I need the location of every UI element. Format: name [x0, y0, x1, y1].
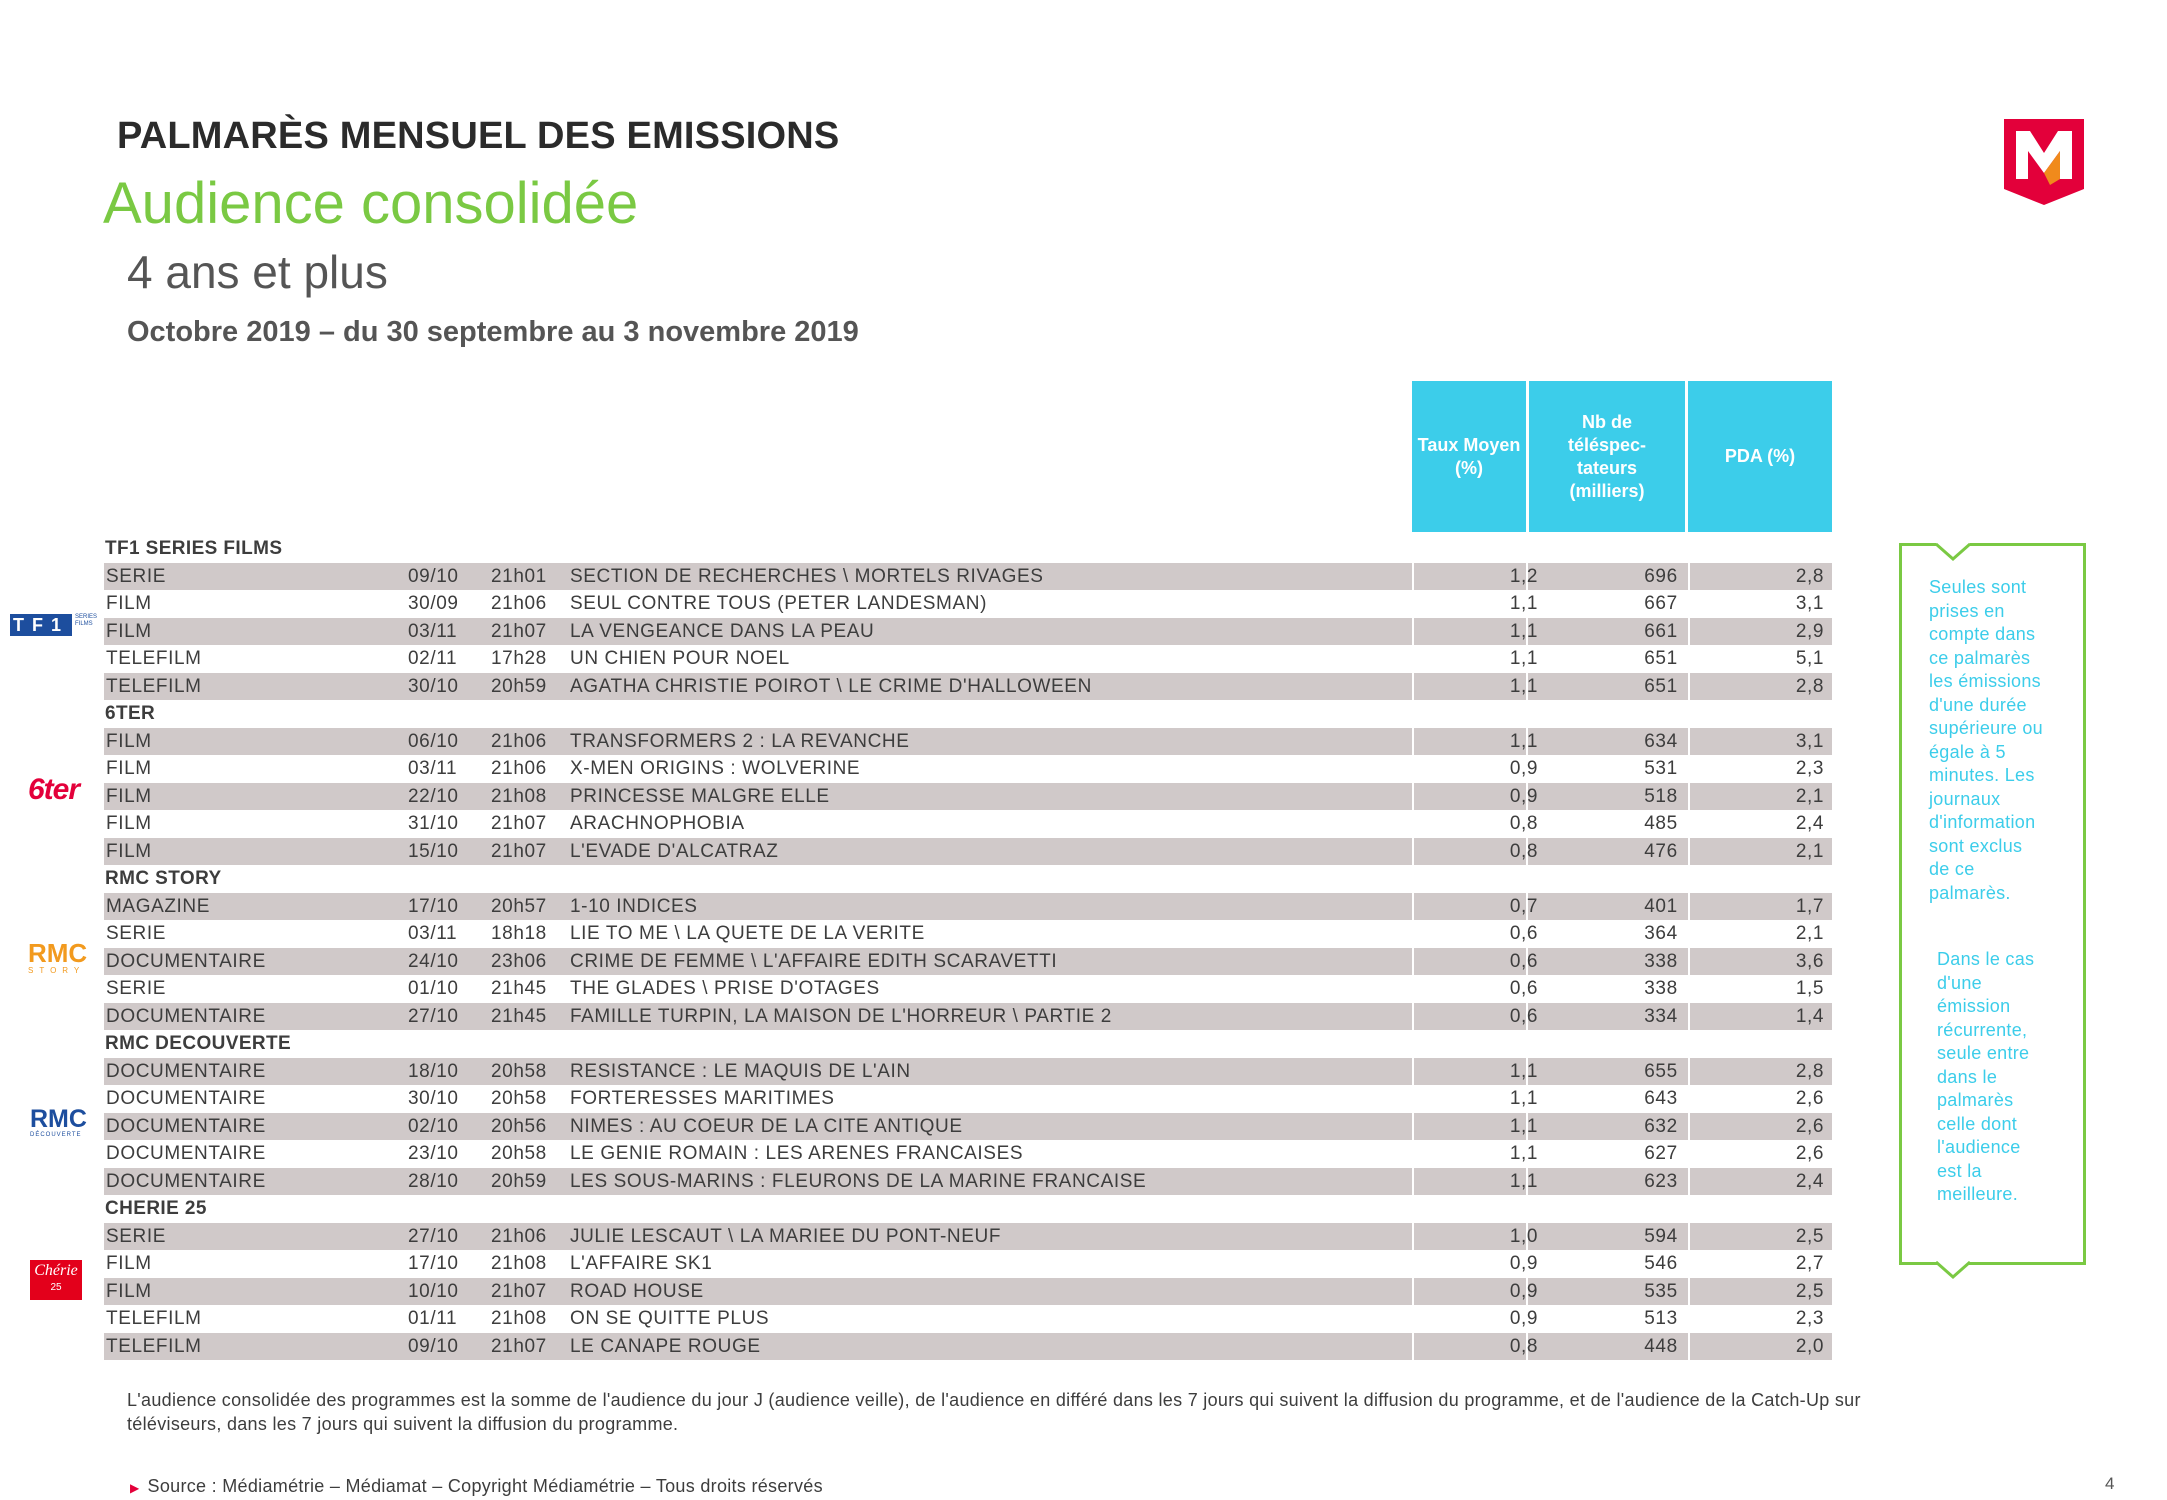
cell-nb: 334	[1644, 1005, 1678, 1027]
cell-taux: 0,8	[1509, 813, 1539, 834]
cell-nb: 535	[1644, 1280, 1678, 1302]
cell-type: DOCUMENTAIRE	[106, 1088, 266, 1109]
cell-title: THE GLADES \ PRISE D'OTAGES	[570, 978, 880, 999]
cell-taux: 1,0	[1509, 1225, 1539, 1247]
cell-taux: 0,9	[1509, 785, 1539, 807]
cell-nb: 651	[1644, 648, 1678, 669]
column-header-pda	[1688, 381, 1832, 532]
side-note-line: prises en	[1929, 600, 2005, 621]
cell-date: 03/11	[408, 923, 458, 944]
cell-time: 17h28	[491, 648, 547, 669]
cell-title: FORTERESSES MARITIMES	[570, 1088, 835, 1109]
side-note-line: égale à 5	[1929, 741, 2006, 762]
side-note-line: meilleure.	[1937, 1184, 2019, 1204]
column-separator	[1412, 1058, 1414, 1085]
cell-type: TELEFILM	[106, 648, 202, 669]
cell-time: 21h08	[491, 1308, 547, 1329]
cell-title: CRIME DE FEMME \ L'AFFAIRE EDITH SCARAVETTI	[570, 950, 1058, 972]
cell-time: 21h07	[491, 840, 547, 862]
cell-time: 21h07	[491, 620, 547, 642]
cell-taux: 1,1	[1509, 593, 1539, 614]
table-row	[104, 563, 1832, 590]
table-row	[104, 1333, 1832, 1360]
cell-date: 09/10	[408, 565, 459, 587]
side-note-line: supérieure ou	[1929, 718, 2043, 738]
column-separator	[1412, 1140, 1414, 1167]
cell-time: 20h58	[491, 1088, 547, 1109]
rmc-story-logo-icon	[28, 940, 90, 975]
cell-time: 20h56	[491, 1115, 547, 1137]
cell-pda: 2,6	[1795, 1143, 1825, 1164]
cell-type: FILM	[106, 1280, 152, 1302]
cell-date: 02/11	[408, 648, 458, 669]
column-separator	[1412, 810, 1414, 837]
channel-header: RMC DECOUVERTE	[105, 1033, 292, 1054]
cell-title: L'EVADE D'ALCATRAZ	[570, 840, 779, 862]
cell-nb: 651	[1644, 675, 1678, 697]
side-note-line: de ce	[1929, 859, 1975, 879]
tf1-series-films-logo-icon	[10, 612, 102, 640]
cell-time: 21h06	[491, 730, 547, 752]
cell-taux: 0,6	[1509, 978, 1539, 999]
cherie-25-logo-text: Chérie	[34, 1262, 78, 1279]
cell-type: FILM	[106, 730, 152, 752]
cell-pda: 2,4	[1795, 1170, 1825, 1192]
cell-nb: 364	[1644, 923, 1678, 944]
column-separator	[1412, 783, 1414, 810]
cell-nb: 518	[1644, 785, 1678, 807]
cell-pda: 1,5	[1795, 978, 1825, 999]
cell-type: TELEFILM	[106, 1308, 202, 1329]
channel-header: 6TER	[105, 703, 156, 724]
table-row	[104, 1140, 1832, 1167]
column-header-nb-line: (milliers)	[1569, 480, 1645, 501]
cell-taux: 1,1	[1509, 648, 1539, 669]
cell-type: SERIE	[106, 978, 167, 999]
cell-date: 18/10	[408, 1060, 459, 1082]
cell-time: 21h08	[491, 1253, 547, 1274]
cell-date: 01/10	[408, 978, 459, 999]
cell-date: 27/10	[408, 1005, 459, 1027]
cell-time: 21h07	[491, 813, 547, 834]
cell-taux: 1,1	[1509, 730, 1539, 752]
table-row	[104, 1113, 1832, 1140]
column-header-nb-label	[1568, 411, 1646, 503]
page-subtitle: Audience consolidée	[103, 171, 639, 236]
cell-taux: 1,1	[1509, 620, 1539, 642]
cell-type: DOCUMENTAIRE	[106, 1143, 266, 1164]
column-header-pda-label: PDA (%)	[1724, 446, 1796, 466]
channel-header: RMC STORY	[105, 868, 222, 889]
cell-title: JULIE LESCAUT \ LA MARIEE DU PONT-NEUF	[570, 1225, 1002, 1247]
side-note-line: Seules sont	[1929, 577, 2027, 597]
cell-time: 20h59	[491, 675, 547, 697]
side-note-line: d'information	[1929, 812, 2036, 832]
cell-taux: 0,6	[1509, 950, 1539, 972]
cell-pda: 2,1	[1795, 840, 1825, 862]
cell-pda: 2,6	[1795, 1088, 1825, 1109]
side-note-text-1	[1929, 576, 2043, 905]
cell-time: 20h57	[491, 895, 547, 917]
column-separator	[1412, 975, 1414, 1002]
column-header-nb-line: téléspec-	[1567, 434, 1647, 455]
cell-date: 15/10	[408, 840, 459, 862]
cell-title: FAMILLE TURPIN, LA MAISON DE L'HORREUR \ PARTIE 2	[570, 1005, 1112, 1027]
table-row	[104, 1168, 1832, 1195]
table-row	[104, 728, 1832, 755]
side-note-line: sont exclus	[1929, 835, 2023, 856]
cell-title: SECTION DE RECHERCHES \ MORTELS RIVAGES	[570, 565, 1044, 587]
cell-pda: 2,5	[1795, 1225, 1825, 1247]
cell-pda: 2,3	[1795, 758, 1825, 779]
cell-type: FILM	[106, 840, 152, 862]
cell-type: SERIE	[106, 923, 167, 944]
cell-taux: 0,8	[1509, 840, 1539, 862]
cell-nb: 623	[1644, 1170, 1678, 1192]
cell-time: 23h06	[491, 950, 547, 972]
cell-date: 09/10	[408, 1335, 459, 1357]
side-note-text-2	[1937, 948, 2034, 1207]
column-separator	[1412, 1278, 1414, 1305]
rmc-story-logo-subtext: STORY	[28, 966, 86, 975]
cell-title: L'AFFAIRE SK1	[570, 1253, 713, 1274]
source-line	[130, 1476, 823, 1497]
column-header-nb	[1529, 381, 1685, 532]
side-note-line: récurrente,	[1937, 1019, 2028, 1040]
cell-title: TRANSFORMERS 2 : LA REVANCHE	[570, 730, 910, 752]
side-note-line: celle dont	[1937, 1113, 2018, 1134]
column-header-nb-line: tateurs	[1576, 457, 1637, 478]
column-separator	[1412, 618, 1414, 645]
side-note-line: dans le	[1937, 1066, 1998, 1087]
column-separator	[1412, 1305, 1414, 1332]
cell-taux: 1,1	[1509, 1088, 1539, 1109]
channel-header: TF1 SERIES FILMS	[105, 538, 283, 559]
cell-pda: 3,6	[1795, 950, 1825, 972]
cell-taux: 1,1	[1509, 1170, 1539, 1192]
side-note-line: journaux	[1929, 788, 2001, 809]
side-note-line: d'une durée	[1929, 694, 2027, 715]
cell-pda: 5,1	[1795, 648, 1825, 669]
cell-date: 03/11	[408, 758, 458, 779]
cell-type: FILM	[106, 758, 152, 779]
cell-time: 21h06	[491, 1225, 547, 1247]
column-separator	[1412, 755, 1414, 782]
cell-pda: 2,6	[1795, 1115, 1825, 1137]
cell-pda: 3,1	[1795, 730, 1825, 752]
side-note-notch-bottom-icon	[1936, 1261, 1970, 1279]
rmc-decouverte-logo-text: RMC	[30, 1105, 87, 1133]
cell-type: SERIE	[106, 1225, 167, 1247]
cell-type: DOCUMENTAIRE	[106, 1170, 266, 1192]
cell-type: DOCUMENTAIRE	[106, 1005, 266, 1027]
cell-time: 20h59	[491, 1170, 547, 1192]
cell-taux: 0,9	[1509, 1308, 1539, 1329]
table-row	[104, 1003, 1832, 1030]
cell-nb: 667	[1644, 593, 1678, 614]
cell-pda: 2,8	[1795, 565, 1825, 587]
table-row	[104, 838, 1832, 865]
column-separator	[1412, 1085, 1414, 1112]
cell-nb: 655	[1644, 1060, 1678, 1082]
cell-title: NIMES : AU COEUR DE LA CITE ANTIQUE	[570, 1115, 963, 1137]
side-note-line: palmarès.	[1929, 882, 2011, 903]
cell-nb: 401	[1644, 895, 1678, 917]
cell-nb: 338	[1644, 978, 1678, 999]
table-row	[104, 1250, 1832, 1277]
cell-title: 1-10 INDICES	[570, 895, 698, 917]
cell-date: 30/09	[408, 593, 459, 614]
cell-nb: 546	[1644, 1253, 1678, 1274]
cell-taux: 0,8	[1509, 1335, 1539, 1357]
table-row	[104, 618, 1832, 645]
cell-time: 21h06	[491, 758, 547, 779]
6ter-logo-icon	[28, 773, 79, 807]
side-note-line: seule entre	[1937, 1043, 2030, 1063]
side-note-box	[1899, 543, 2086, 1265]
column-separator	[1412, 838, 1414, 865]
age-target: 4 ans et plus	[127, 246, 388, 298]
cell-type: FILM	[106, 813, 152, 834]
cell-nb: 485	[1644, 813, 1678, 834]
cell-pda: 2,1	[1795, 785, 1825, 807]
cell-pda: 2,5	[1795, 1280, 1825, 1302]
cell-taux: 1,1	[1509, 1115, 1539, 1137]
table-row	[104, 1305, 1832, 1332]
cell-nb: 696	[1644, 565, 1678, 587]
table-row	[104, 1058, 1832, 1085]
cell-pda: 2,1	[1795, 923, 1825, 944]
cell-time: 21h01	[491, 565, 547, 587]
cell-date: 06/10	[408, 730, 459, 752]
cell-pda: 2,0	[1795, 1335, 1825, 1357]
cell-date: 23/10	[408, 1143, 459, 1164]
table-row	[104, 755, 1832, 782]
cell-title: PRINCESSE MALGRE ELLE	[570, 785, 830, 807]
cell-date: 02/10	[408, 1115, 459, 1137]
cell-date: 10/10	[408, 1280, 459, 1302]
side-note-line: d'une	[1937, 972, 1982, 993]
cell-date: 17/10	[408, 895, 459, 917]
table-row	[104, 590, 1832, 617]
side-note-line: ce palmarès	[1929, 647, 2031, 668]
column-separator	[1412, 1250, 1414, 1277]
side-note-line: Dans le cas	[1937, 949, 2035, 969]
cell-type: FILM	[106, 1253, 152, 1274]
column-separator	[1412, 1168, 1414, 1195]
cell-nb: 338	[1644, 950, 1678, 972]
side-note-line: compte dans	[1929, 624, 2036, 644]
cell-type: DOCUMENTAIRE	[106, 950, 266, 972]
column-separator	[1412, 645, 1414, 672]
cell-time: 20h58	[491, 1143, 547, 1164]
table-row	[104, 1223, 1832, 1250]
cell-nb: 643	[1644, 1088, 1678, 1109]
cell-type: TELEFILM	[106, 1335, 202, 1357]
rmc-decouverte-logo-icon	[30, 1107, 92, 1138]
cell-taux: 0,7	[1509, 895, 1539, 917]
column-separator	[1412, 1333, 1414, 1360]
mediametrie-logo-icon	[2004, 119, 2084, 205]
cell-pda: 3,1	[1795, 593, 1825, 614]
footnote: L'audience consolidée des programmes est la somme de l'audience du jour J (audience veille), de l'audience en différé dans les 7 jours qui suivent la diffusion du programme, et de l'audience de la Catch-Up sur téléviseurs, dans les 7 jours qui suivent la diffusion du programme.	[127, 1390, 1861, 1434]
cell-title: SEUL CONTRE TOUS (PETER LANDESMAN)	[570, 593, 988, 614]
cell-taux: 0,6	[1509, 923, 1539, 944]
cell-title: LES SOUS-MARINS : FLEURONS DE LA MARINE FRANCAISE	[570, 1170, 1147, 1192]
cell-pda: 2,8	[1795, 675, 1825, 697]
table-row	[104, 975, 1832, 1002]
cell-date: 22/10	[408, 785, 459, 807]
cell-pda: 2,3	[1795, 1308, 1825, 1329]
cell-type: MAGAZINE	[106, 895, 211, 917]
column-separator	[1412, 590, 1414, 617]
side-note-notch-top-icon	[1936, 543, 1970, 561]
source-text: Source : Médiamétrie – Médiamat – Copyright Médiamétrie – Tous droits réservés	[147, 1476, 823, 1496]
cell-title: ARACHNOPHOBIA	[570, 813, 745, 834]
side-note-line: minutes. Les	[1929, 765, 2035, 785]
cell-type: TELEFILM	[106, 675, 202, 697]
rmc-decouverte-logo-subtext: DÉCOUVERTE	[30, 1132, 82, 1138]
side-note-line: est la	[1937, 1160, 1982, 1181]
cell-nb: 632	[1644, 1115, 1678, 1137]
cell-pda: 1,4	[1795, 1005, 1825, 1027]
table-row	[104, 783, 1832, 810]
cell-taux: 0,9	[1509, 758, 1539, 779]
cell-taux: 1,1	[1509, 1143, 1539, 1164]
cell-title: LA VENGEANCE DANS LA PEAU	[570, 620, 875, 642]
cell-date: 31/10	[408, 813, 459, 834]
cell-nb: 627	[1644, 1143, 1678, 1164]
channel-header: CHERIE 25	[105, 1198, 207, 1219]
cell-title: AGATHA CHRISTIE POIROT \ LE CRIME D'HALLOWEEN	[570, 675, 1092, 697]
cell-date: 03/11	[408, 620, 458, 642]
tf1-logo-text: TF1	[12, 614, 69, 635]
column-header-nb-line: Nb de	[1581, 411, 1632, 432]
cell-date: 17/10	[408, 1253, 459, 1274]
cell-date: 01/11	[408, 1308, 458, 1329]
side-note-line: l'audience	[1937, 1137, 2021, 1157]
column-separator	[1412, 948, 1414, 975]
cell-pda: 2,8	[1795, 1060, 1825, 1082]
cell-title: ROAD HOUSE	[570, 1280, 704, 1302]
column-separator	[1412, 1003, 1414, 1030]
rmc-story-logo-text: RMC	[28, 938, 88, 968]
cell-nb: 634	[1644, 730, 1678, 752]
cherie-25-logo-icon	[30, 1260, 82, 1300]
cell-type: FILM	[106, 593, 152, 614]
cell-title: LE GENIE ROMAIN : LES ARENES FRANCAISES	[570, 1143, 1024, 1164]
table-row	[104, 1085, 1832, 1112]
tf1-logo-subtext: SERIES FILMS	[75, 614, 98, 627]
cell-title: X-MEN ORIGINS : WOLVERINE	[570, 758, 861, 779]
side-note-line: les émissions	[1929, 671, 2041, 691]
cherie-25-logo-subtext: 25	[50, 1282, 62, 1293]
cell-taux: 0,9	[1509, 1253, 1539, 1274]
cell-taux: 1,2	[1509, 565, 1539, 587]
cell-title: LE CANAPE ROUGE	[570, 1335, 761, 1357]
cell-date: 30/10	[408, 675, 459, 697]
page-title: PALMARÈS MENSUEL DES EMISSIONS	[117, 115, 840, 157]
period-label: Octobre 2019 – du 30 septembre au 3 novembre 2019	[127, 316, 859, 348]
cell-time: 21h06	[491, 593, 547, 614]
cell-nb: 531	[1644, 758, 1678, 779]
cell-type: DOCUMENTAIRE	[106, 1115, 266, 1137]
cell-pda: 1,7	[1795, 895, 1825, 917]
cell-type: DOCUMENTAIRE	[106, 1060, 266, 1082]
cell-time: 21h08	[491, 785, 547, 807]
cell-title: RESISTANCE : LE MAQUIS DE L'AIN	[570, 1060, 911, 1082]
table-row	[104, 948, 1832, 975]
column-separator	[1412, 1113, 1414, 1140]
cell-nb: 594	[1644, 1225, 1678, 1247]
cell-title: ON SE QUITTE PLUS	[570, 1308, 770, 1329]
cell-title: UN CHIEN POUR NOEL	[570, 648, 790, 669]
column-header-taux-label: Taux Moyen (%)	[1417, 434, 1521, 478]
cell-pda: 2,9	[1795, 620, 1825, 642]
table-row	[104, 893, 1832, 920]
column-separator	[1412, 1223, 1414, 1250]
side-note-line: palmarès	[1937, 1090, 2014, 1110]
cell-nb: 448	[1644, 1335, 1678, 1357]
source-bullet-icon: ▶	[130, 1481, 140, 1495]
cell-time: 21h45	[491, 1005, 547, 1027]
cell-time: 21h07	[491, 1280, 547, 1302]
column-separator	[1412, 673, 1414, 700]
cell-nb: 513	[1644, 1308, 1678, 1329]
cell-time: 18h18	[491, 923, 547, 944]
table-row	[104, 1278, 1832, 1305]
cell-type: SERIE	[106, 565, 167, 587]
cell-time: 21h45	[491, 978, 547, 999]
6ter-logo-text: 6ter	[28, 773, 80, 806]
cell-type: FILM	[106, 620, 152, 642]
cell-date: 28/10	[408, 1170, 459, 1192]
table-row	[104, 673, 1832, 700]
side-note-line: émission	[1937, 996, 2011, 1016]
table-row	[104, 810, 1832, 837]
table-row	[104, 645, 1832, 672]
cell-date: 24/10	[408, 950, 459, 972]
cell-nb: 661	[1644, 620, 1678, 642]
column-separator	[1412, 728, 1414, 755]
page-number: 4	[2105, 1474, 2115, 1493]
cell-time: 20h58	[491, 1060, 547, 1082]
cell-nb: 476	[1644, 840, 1678, 862]
cell-type: FILM	[106, 785, 152, 807]
cell-taux: 1,1	[1509, 1060, 1539, 1082]
cell-time: 21h07	[491, 1335, 547, 1357]
cell-pda: 2,7	[1795, 1253, 1825, 1274]
column-separator	[1412, 893, 1414, 920]
cell-date: 30/10	[408, 1088, 459, 1109]
cell-taux: 0,6	[1509, 1005, 1539, 1027]
column-header-taux	[1412, 381, 1526, 532]
cell-taux: 0,9	[1509, 1280, 1539, 1302]
column-separator	[1412, 563, 1414, 590]
cell-date: 27/10	[408, 1225, 459, 1247]
column-separator	[1412, 920, 1414, 947]
table-row	[104, 920, 1832, 947]
cell-title: LIE TO ME \ LA QUETE DE LA VERITE	[570, 923, 925, 944]
cell-taux: 1,1	[1509, 675, 1539, 697]
cell-pda: 2,4	[1795, 813, 1825, 834]
